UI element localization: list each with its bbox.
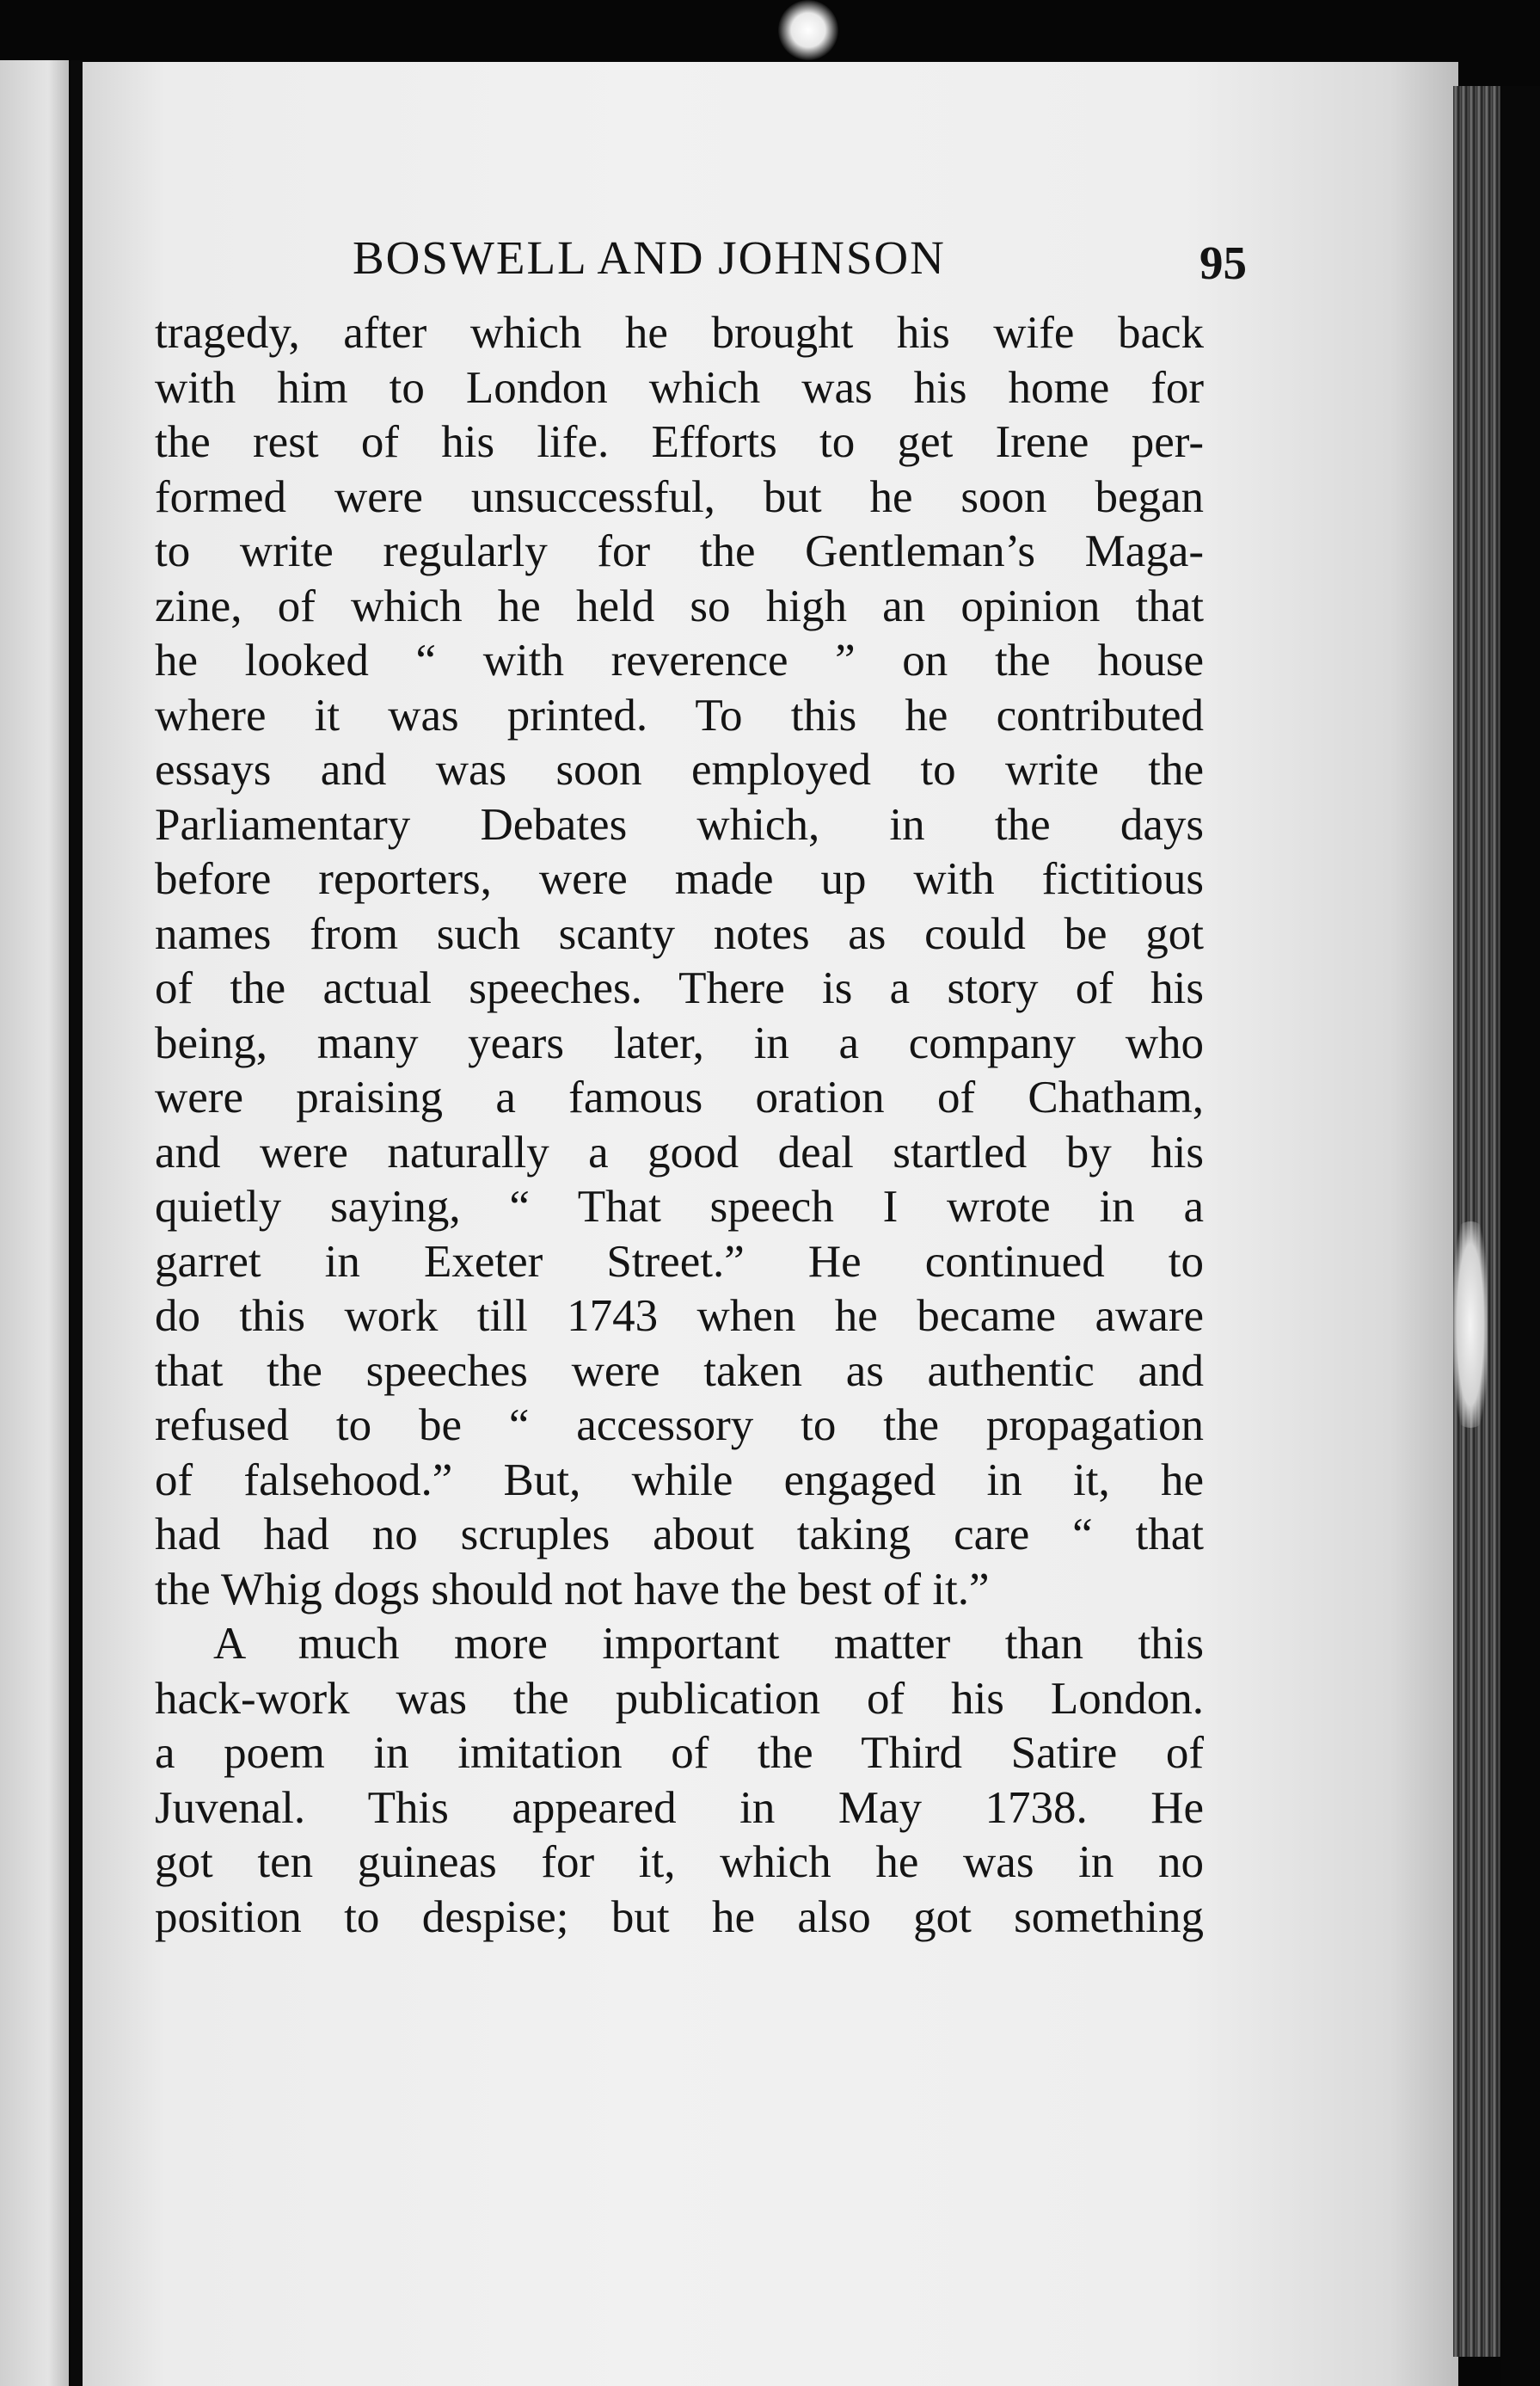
- text-line-12: names from such scanty notes as could be got: [155, 908, 1204, 959]
- text-line-8: where it was printed. To this he contributed: [155, 690, 1204, 741]
- text-line-14: being, many years later, in a company who: [155, 1018, 1204, 1068]
- text-line-11: before reporters, were made up with fictitious: [155, 854, 1204, 904]
- text-line-29: got ten guineas for it, which he was in no: [155, 1837, 1204, 1887]
- text-line-19: do this work till 1743 when he became aware: [155, 1291, 1204, 1341]
- text-line-17: quietly saying, “ That speech I wrote in a: [155, 1182, 1204, 1232]
- page-number: 95: [1199, 237, 1247, 289]
- text-line-3: the rest of his life. Efforts to get Irene per-: [155, 417, 1204, 467]
- text-line-18: garret in Exeter Street.” He continued to: [155, 1236, 1204, 1287]
- running-head: BOSWELL AND JOHNSON: [353, 231, 946, 284]
- book-gutter: [71, 60, 83, 2386]
- text-line-20: that the speeches were taken as authentic and: [155, 1345, 1204, 1396]
- text-line-7: he looked “ with reverence ” on the house: [155, 636, 1204, 686]
- text-line-27: a poem in imitation of the Third Satire of: [155, 1728, 1204, 1778]
- page-edges-stack: [1453, 86, 1500, 2357]
- text-line-28: Juvenal. This appeared in May 1738. He: [155, 1782, 1204, 1833]
- text-line-9: essays and was soon employed to write the: [155, 745, 1204, 795]
- previous-page-edge: [0, 60, 69, 2386]
- page-header: [155, 224, 1247, 306]
- text-line-23: had had no scruples about taking care “ that: [155, 1510, 1204, 1559]
- text-line-21: refused to be “ accessory to the propagation: [155, 1400, 1204, 1450]
- text-line-15: were praising a famous oration of Chatham,: [155, 1073, 1204, 1122]
- page-edge-blot: [1453, 1221, 1488, 1428]
- text-line-2: with him to London which was his home for: [155, 362, 1204, 413]
- page-text: [155, 224, 1247, 1945]
- text-line-4: formed were unsuccessful, but he soon began: [155, 471, 1204, 522]
- text-line-13: of the actual speeches. There is a story of his: [155, 963, 1204, 1013]
- text-line-1: tragedy, after which he brought his wife back: [155, 308, 1204, 358]
- text-line-26: hack-work was the publication of his London.: [155, 1673, 1204, 1724]
- edge-shadow: [1500, 86, 1540, 2386]
- text-line-16: and were naturally a good deal startled by his: [155, 1127, 1204, 1178]
- scan-glare: [778, 0, 838, 60]
- text-line-5: to write regularly for the Gentleman’s Maga-: [155, 526, 1204, 576]
- text-line-6: zine, of which he held so high an opinion that: [155, 581, 1204, 631]
- text-line-10: Parliamentary Debates which, in the days: [155, 799, 1204, 850]
- text-line-30: position to despise; but he also got something: [155, 1891, 1204, 1942]
- text-line-25: A much more important matter than this: [213, 1619, 1204, 1669]
- text-line-24: the Whig dogs should not have the best of it.”: [155, 1564, 990, 1614]
- text-line-22: of falsehood.” But, while engaged in it, he: [155, 1454, 1204, 1505]
